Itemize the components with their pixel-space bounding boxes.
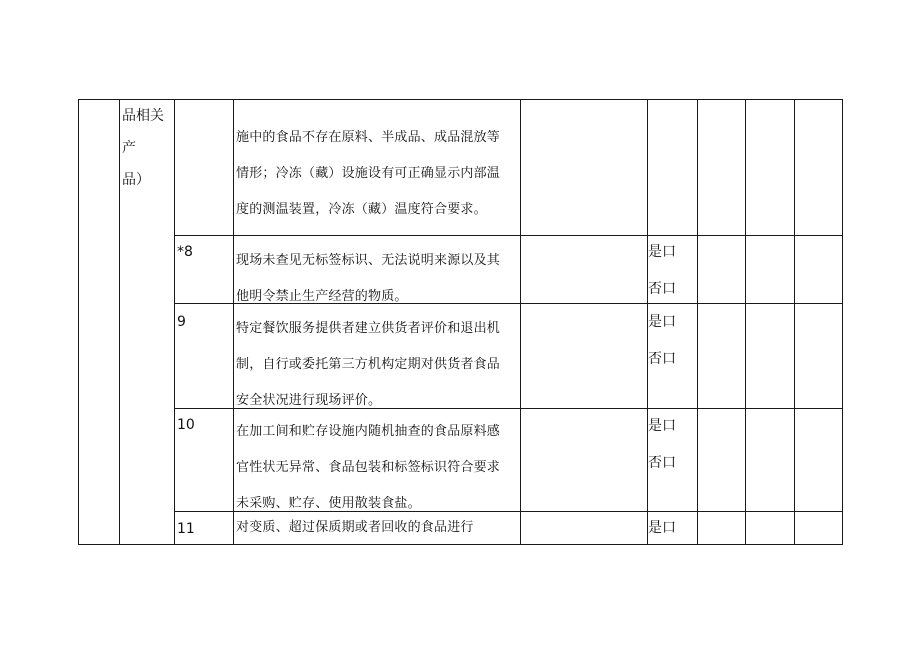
item-content: 现场未查见无标签标识、无法说明来源以及其 他明令禁止生产经营的物质。 <box>236 253 501 304</box>
item-number: 10 <box>177 417 195 433</box>
table-column-divider <box>119 99 120 545</box>
item-number: *8 <box>177 244 193 260</box>
table-column-divider <box>697 99 698 545</box>
item-content: 在加工间和贮存设施内随机抽查的食品原料感 官性状无异常、食品包装和标签标识符合要求 未采购、贮存、使用散装食盐。 <box>236 424 501 511</box>
yes-no-options: 是口 <box>648 520 676 536</box>
table-border-top <box>78 99 843 100</box>
table-column-divider <box>745 99 746 545</box>
yes-no-options: 是口 否口 <box>648 244 676 297</box>
table-row-divider <box>174 235 843 236</box>
item-content: 特定餐饮服务提供者建立供货者评价和退出机 制，自行或委托第三方机构定期对供货者食品 安全状况进行现场评价。 <box>236 321 501 408</box>
item-number: 9 <box>177 314 186 330</box>
category-cell: 品相关 产 品） <box>122 108 164 188</box>
yes-no-options: 是口 否口 <box>648 418 676 471</box>
item-number: 11 <box>177 521 195 537</box>
table-column-divider <box>520 99 521 545</box>
table-border-right <box>842 99 843 545</box>
table-column-divider <box>794 99 795 545</box>
item-content: 施中的食品不存在原料、半成品、成品混放等 情形；冷冻（藏）设施设有可正确显示内部温 度的测温装置，冷冻（藏）温度符合要求。 <box>236 130 501 217</box>
table-border-left <box>78 99 79 545</box>
table-column-divider <box>233 99 234 545</box>
yes-no-options: 是口 否口 <box>648 314 676 367</box>
item-content: 对变质、超过保质期或者回收的食品进行 <box>236 520 474 535</box>
